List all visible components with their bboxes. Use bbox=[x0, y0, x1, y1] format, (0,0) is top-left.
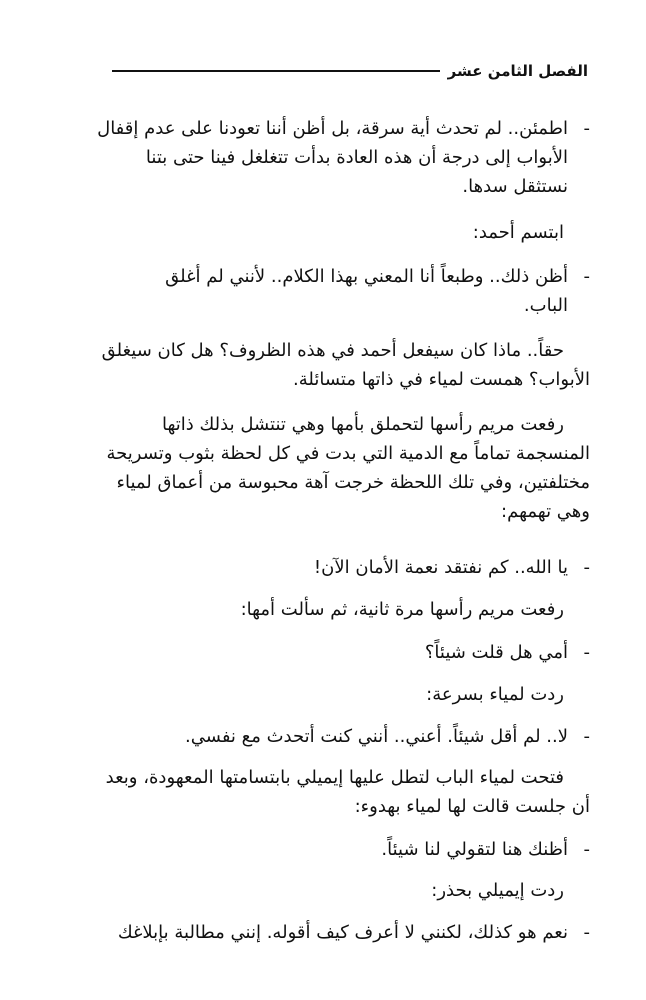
paragraph-dialogue bbox=[56, 722, 590, 751]
paragraph-narration bbox=[56, 680, 590, 709]
paragraph-dialogue bbox=[56, 262, 590, 320]
paragraph-dialogue bbox=[56, 553, 590, 582]
text-line: ابتسم أحمد: bbox=[472, 222, 564, 243]
text-line: ردت إيميلي بحذر: bbox=[431, 880, 564, 901]
text-line: وهي تهمهم: bbox=[501, 501, 590, 522]
paragraph-narration bbox=[56, 218, 590, 247]
text-line: -نعم هو كذلك، لكنني لا أعرف كيف أقوله. إنني مطالبة بإبلاغك bbox=[117, 922, 590, 943]
paragraph-narration bbox=[56, 876, 590, 905]
paragraph-narration bbox=[56, 595, 590, 624]
text-line: رفعت مريم رأسها مرة ثانية، ثم سألت أمها: bbox=[240, 599, 564, 620]
paragraph-dialogue bbox=[56, 918, 590, 947]
paragraph-dialogue bbox=[56, 638, 590, 667]
running-header bbox=[112, 62, 588, 80]
text-line: ردت لمياء بسرعة: bbox=[426, 684, 564, 705]
text-line: الأبواب إلى درجة أن هذه العادة بدأت تتغلغل فينا حتى بتنا bbox=[145, 147, 568, 168]
text-line: الباب. bbox=[523, 295, 568, 316]
text-line: أن جلست قالت لها لمياء بهدوء: bbox=[354, 796, 590, 817]
paragraph-narration bbox=[56, 410, 590, 526]
text-line: -يا الله.. كم نفتقد نعمة الأمان الآن! bbox=[313, 557, 590, 578]
text-line: -اطمئن.. لم تحدث أية سرقة، بل أظن أننا تعودنا على عدم إقفال bbox=[97, 118, 590, 139]
header-rule bbox=[112, 70, 440, 72]
paragraph-narration bbox=[56, 763, 590, 821]
text-line: -أمي هل قلت شيئاً؟ bbox=[424, 642, 590, 663]
text-line: المنسجمة تماماً مع الدمية التي بدت في كل لحظة بثوب وتسريحة bbox=[106, 443, 590, 464]
text-line: -لا.. لم أقل شيئاً. أعني.. أنني كنت أتحدث مع نفسي. bbox=[185, 726, 590, 747]
paragraph-dialogue bbox=[56, 835, 590, 864]
text-line: حقاً.. ماذا كان سيفعل أحمد في هذه الظروف؟ هل كان سيغلق bbox=[101, 340, 564, 361]
text-line: -أظن ذلك.. وطبعاً أنا المعني بهذا الكلام.. لأنني لم أغلق bbox=[165, 266, 590, 287]
text-line: نستثقل سدها. bbox=[462, 176, 568, 197]
paragraph-dialogue bbox=[56, 114, 590, 201]
text-line: الأبواب؟ همست لمياء في ذاتها متسائلة. bbox=[293, 369, 590, 390]
text-line: -أظنك هنا لتقولي لنا شيئاً. bbox=[381, 839, 590, 860]
text-line: مختلفتين، وفي تلك اللحظة خرجت آهة محبوسة من أعماق لمياء bbox=[116, 472, 590, 493]
paragraph-narration bbox=[56, 336, 590, 394]
chapter-title: الفصل الثامن عشر bbox=[447, 62, 588, 80]
text-line: فتحت لمياء الباب لتطل عليها إيميلي بابتسامتها المعهودة، وبعد bbox=[105, 767, 564, 788]
text-line: رفعت مريم رأسها لتحملق بأمها وهي تنتشل بذلك ذاتها bbox=[161, 414, 564, 435]
